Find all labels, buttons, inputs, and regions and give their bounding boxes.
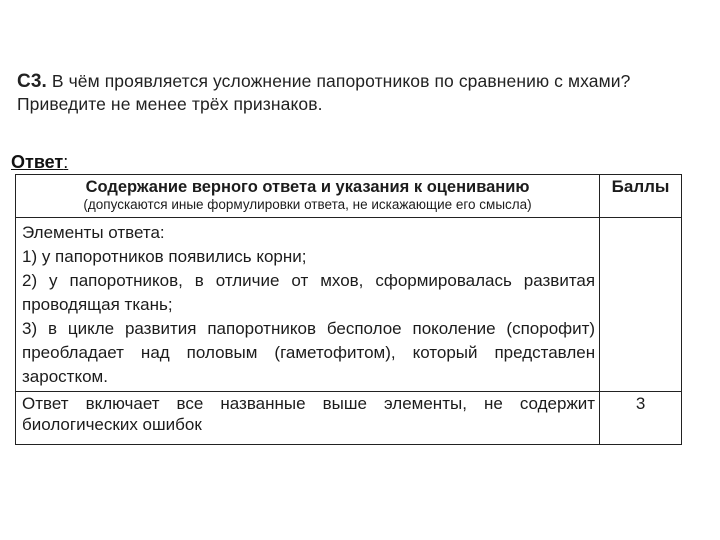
score-header: Баллы <box>611 177 670 196</box>
criterion-score: 3 <box>600 392 682 445</box>
answer-heading-colon: : <box>63 152 69 172</box>
answer-table <box>15 174 682 445</box>
table-header-row <box>16 175 682 218</box>
table-row <box>16 218 682 392</box>
element-3-line-3: заростком. <box>22 367 108 386</box>
element-2-line-2: проводящая ткань; <box>22 295 173 314</box>
table-row <box>16 392 682 445</box>
content-header-cell <box>16 175 600 218</box>
criterion-spacer <box>22 435 595 441</box>
question-line-1: В чём проявляется усложнение папоротников по сравнению с мхами? <box>51 71 631 91</box>
empty-score-cell <box>600 218 682 392</box>
element-3-line-1: 3) в цикле развития папоротников бесполое поколение (спорофит) <box>22 319 596 338</box>
score-header-cell <box>600 175 682 218</box>
question-number: С3. <box>17 71 47 92</box>
criterion-cell <box>16 392 600 445</box>
element-1: 1) у папоротников появились корни; <box>22 247 307 266</box>
element-3-line-2: преобладает над половым (гаметофитом), который представлен <box>22 343 596 362</box>
answer-heading <box>11 152 68 172</box>
criterion-line-2: биологических ошибок <box>22 415 202 434</box>
content-header-title: Содержание верного ответа и указания к оцениванию <box>85 178 530 196</box>
criterion-line-1: Ответ включает все названные выше элементы, не содержит <box>22 394 596 413</box>
answer-heading-text: Ответ <box>11 152 64 172</box>
elements-title: Элементы ответа: <box>22 223 165 242</box>
answer-elements-cell <box>16 218 600 392</box>
element-2-line-1: 2) у папоротников, в отличие от мхов, сформировалась развитая <box>22 271 596 290</box>
question-line-2: Приведите не менее трёх признаков. <box>17 94 323 114</box>
content-header-subtitle: (допускаются иные формулировки ответа, не искажающие его смысла) <box>83 197 532 212</box>
question-text <box>17 70 707 116</box>
